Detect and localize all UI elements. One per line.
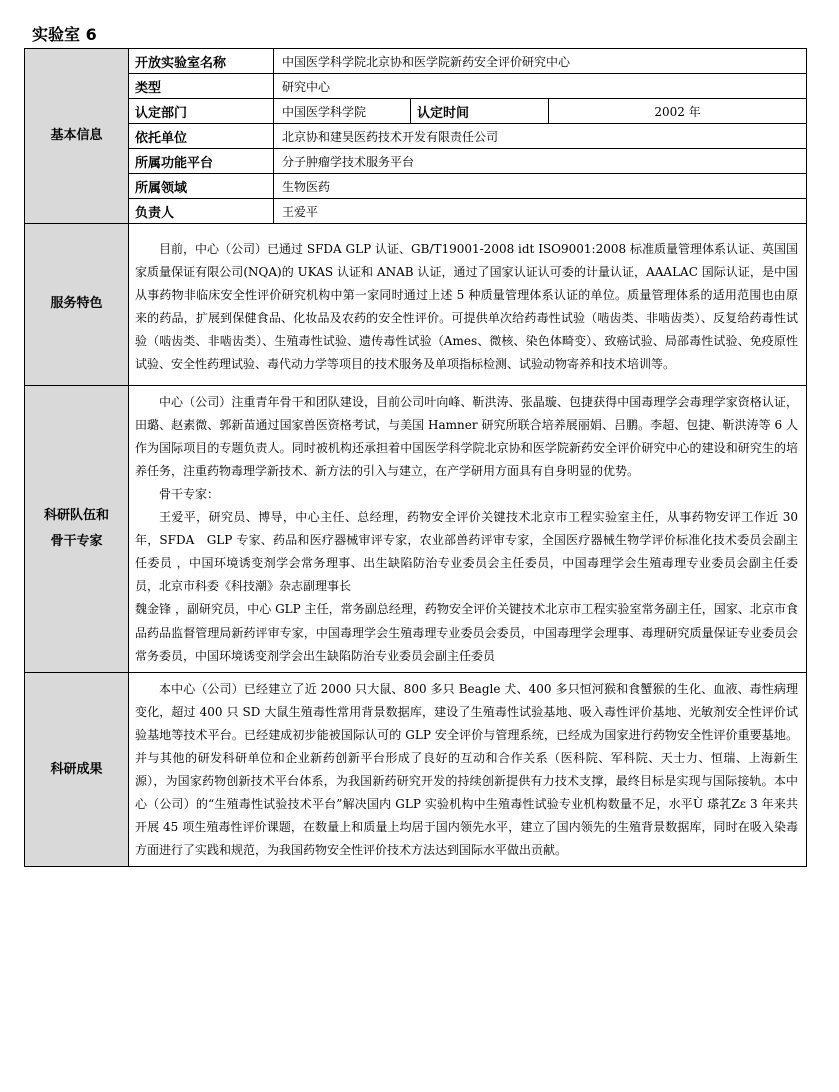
lab-info-table <box>24 48 807 867</box>
leader-label: 负责人 <box>129 199 274 224</box>
cert-time-value: 2002 年 <box>549 99 807 124</box>
results-paragraph: 本中心（公司）已经建立了近 2000 只大鼠、800 多只 Beagle 犬、400 多只恒河猴和食蟹猴的生化、血液、毒性病理变化，超过 400 只 SD 大鼠生殖毒性常用背景数据库，建设了生殖毒性试验基地、吸入毒性评价基地、光敏剂安全性评价试验基地等技术平台。已经建成初步能被国际认可的 GLP 安全评价与管理系统，已经成为国家进行药物安全性评价重要基地。并与其他的研发科研单位和企业新药创新平台形成了良好的互动和合作关系（医科院、军科院、天士力、恒瑞、上海新生源），为国家药物创新技术平台体系，为我国新药研究开发的持续创新提供有力技术支撑，最终目标是实现与国际接轨。本中心（公司）的“生殖毒性试验技术平台”解决国内 GLP 实验机构中生殖毒性试验专业机构数量不足，水平Ù 瑹芤Zɛ 3 年来共开展 45 项生殖毒性评价课题，在数量上和质量上均居于国内领先水平，建立了国内领先的生殖背景数据库，同时在吸入染毒方面进行了实践和规范，为我国药物安全性评价技术方法达到国际水平做出贡献。 <box>135 681 799 858</box>
team-label-line2: 骨干专家 <box>50 533 103 549</box>
field-value: 生物医药 <box>274 174 807 199</box>
results-row <box>25 672 807 867</box>
expert-paragraph: 魏金锋 ，副研究员，中心 GLP 主任，常务副总经理，药物安全评价关键技术北京市工程实验室常务副主任，国家、北京市食品药品监督管理局新药评审专家，中国毒理学会生殖毒理专业委员会委员，中国毒理学会理事、毒理研究质量保证专业委员会常务委员，中国环境诱变剂学会出生缺陷防治专业委员会副主任委员 <box>135 602 799 663</box>
basic-row-dept <box>25 99 807 124</box>
host-unit-label: 依托单位 <box>129 124 274 149</box>
basic-row-field <box>25 174 807 199</box>
cert-dept-value: 中国医学科学院 <box>274 99 411 124</box>
results-label: 科研成果 <box>25 672 129 867</box>
service-paragraph: 目前，中心（公司）已通过 SFDA GLP 认证、GB/T19001-2008 idt ISO9001:2008 标准质量管理体系认证、英国国家质量保证有限公司(NQA)的 UKAS 认证和 ANAB 认证，通过了国家认证认可委的计量认证，AAALAC 国际认证，是中国从事药物非临床安全性评价研究机构中第一家同时通过上述 5 种质量管理体系认证的单位。质量管理体系的适用范围也由原来的药品，扩展到保健食品、化妆品及农药的安全性评价。可提供单次给药毒性试验（啮齿类、非啮齿类）、反复给药毒性试验（啮齿类、非啮齿类）、生殖毒性试验、遗传毒性试验（Ames、微核、染色体畸变）、致癌试验、局部毒性试验、免疫原性试验、安全性药理试验、毒代动力学等项目的技术服务及单项指标检测、试验动物寄养和技术培训等。 <box>135 242 799 372</box>
type-value: 研究中心 <box>274 74 807 99</box>
type-label: 类型 <box>129 74 274 99</box>
field-label: 所属领域 <box>129 174 274 199</box>
basic-row-leader <box>25 199 807 224</box>
service-label: 服务特色 <box>25 224 129 386</box>
basic-row-name <box>25 49 807 74</box>
lab-name-value: 中国医学科学院北京协和医学院新药安全评价研究中心 <box>274 49 807 74</box>
basic-row-type <box>25 74 807 99</box>
results-text <box>129 672 807 867</box>
basic-row-host <box>25 124 807 149</box>
platform-label: 所属功能平台 <box>129 149 274 174</box>
service-text <box>129 224 807 386</box>
team-label-line1: 科研队伍和 <box>43 507 109 523</box>
team-row <box>25 385 807 672</box>
cert-dept-label: 认定部门 <box>129 99 274 124</box>
service-row <box>25 224 807 386</box>
page-title: 实验室 6 <box>32 25 97 44</box>
expert-paragraph: 王爱平，研究员、博导，中心主任、总经理，药物安全评价关键技术北京市工程实验室主任，从事药物安评工作近 30 年，SFDA GLP 专家、药品和医疗器械审评专家，农业部兽药评审专家，全国医疗器械生物学评价标准化技术委员会副主任委员 ，中国环境诱变剂学会常务理事、出生缺陷防治专业委员会主任委员，中国毒理学会生殖毒理专业委员会副主任委员，北京市科委《科技潮》杂志副理事长 <box>135 510 799 594</box>
leader-value: 王爱平 <box>274 199 807 224</box>
host-unit-value: 北京协和建昊医药技术开发有限责任公司 <box>274 124 807 149</box>
cert-time-label: 认定时间 <box>411 99 549 124</box>
experts-heading: 骨干专家： <box>159 486 220 501</box>
team-text <box>129 385 807 672</box>
basic-info-label: 基本信息 <box>25 49 129 224</box>
team-paragraph: 中心（公司）注重青年骨干和团队建设，目前公司叶向峰、靳洪涛、张晶璇、包捷获得中国毒理学会毒理学家资格认证，田璐、赵素微、郭新苗通过国家兽医资格考试，与美国 Hamner 研究所联合培养展丽娟、吕鹏。李超、包捷、靳洪涛等 6 人作为国际项目的专题负责人。同时被机构还承担着中国医学科学院北京协和医学院新药安全评价研究中心的建设和研究生的培养任务，注重药物毒理学新技术、新方法的引入与建立，在产学研用方面具有自身明显的优势。 <box>135 394 799 478</box>
lab-name-label: 开放实验室名称 <box>129 49 274 74</box>
basic-row-platform <box>25 149 807 174</box>
team-label <box>25 385 129 672</box>
platform-value: 分子肿瘤学技术服务平台 <box>274 149 807 174</box>
